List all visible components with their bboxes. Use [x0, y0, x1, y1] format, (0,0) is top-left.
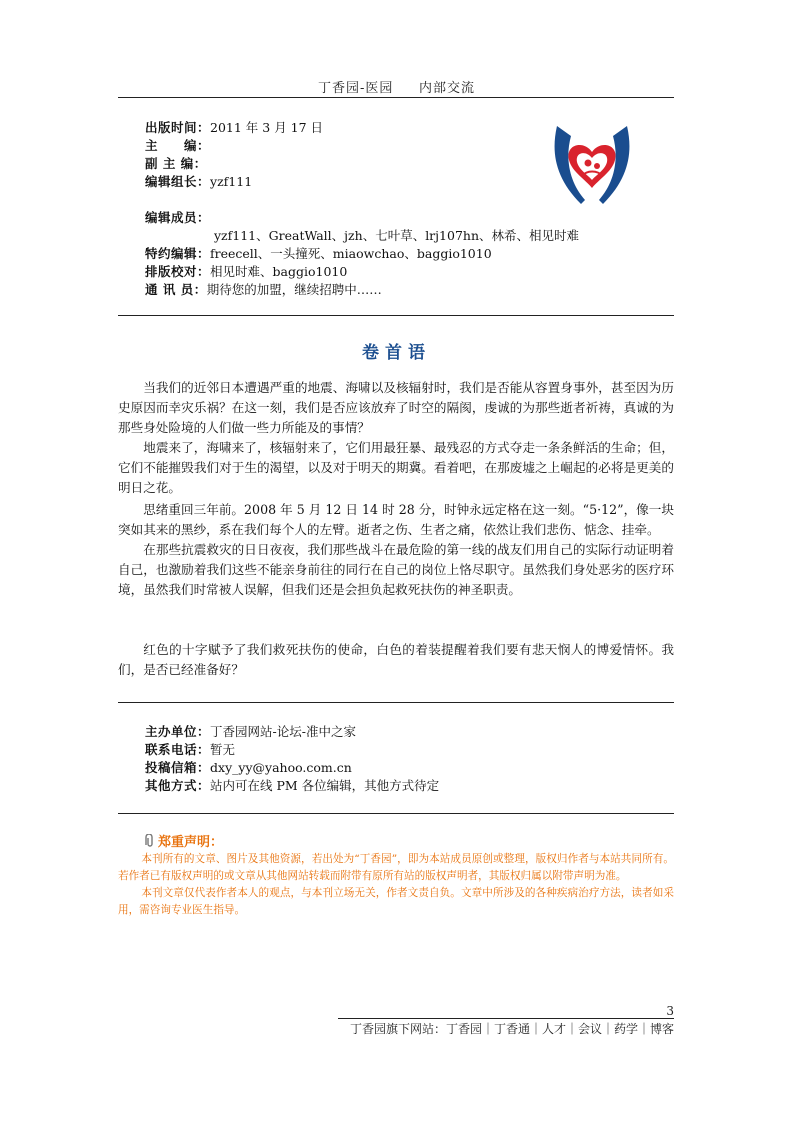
group-lead-value: yzf111: [210, 174, 253, 189]
copyright-heading: [145, 831, 223, 850]
masthead-proof: [145, 263, 347, 281]
masthead-editor: [145, 137, 210, 155]
preface-paragraph-3: 思绪重回三年前。2008 年 5 月 12 日 14 时 28 分，时钟永远定格在这一刻。“5·12”，像一块突如其来的黑纱，系在我们每个人的左臂。逝者之伤、生者之痛，依然让我们悲伤、惦念、挂牵。: [118, 502, 674, 537]
preface-paragraph-4: 在那些抗震救灾的日日夜夜，我们那些战斗在最危险的第一线的战友们用自己的实际行动证明着自己，也激励着我们这些不能亲身前往的同行在自己的岗位上恪尽职守。虽然我们身处恶劣的医疗环境，虽然我们时常被人误解，但我们还是会担负起救死扶伤的神圣职责。: [118, 542, 674, 597]
members-value: yzf111、GreatWall、jzh、七叶草、lrj107hn、林希、相见时难: [214, 228, 579, 243]
email-label: 投稿信箱：: [145, 760, 211, 775]
contact-bottom-divider: [118, 813, 674, 814]
preface-body-2: [118, 500, 674, 600]
page-header-title: 丁香园-医园 内部交流: [317, 81, 476, 96]
host-label: 主办单位：: [145, 724, 211, 739]
preface-paragraph-1: 当我们的近邻日本遭遇严重的地震、海啸以及核辐射时，我们是否能从容置身事外，甚至因为历史原因而幸灾乐祸？在这一刻，我们是否应该放弃了时空的隔阂，虔诚的为那些逝者祈祷，真诚的为那些身处险境的人们做一些力所能及的事情？: [118, 380, 674, 435]
contact-phone: [145, 741, 235, 759]
page-number: 3: [666, 1004, 674, 1018]
masthead-group-lead: [145, 173, 252, 191]
preface-paragraph-5: 红色的十字赋予了我们救死扶伤的使命，白色的着装提醒着我们要有悲天悯人的博爱情怀。我们，是否已经准备好？: [118, 642, 674, 677]
correspondent-label: 通 讯 员：: [145, 282, 207, 297]
proof-value: 相见时难、baggio1010: [210, 264, 348, 279]
contact-top-divider: [118, 702, 674, 703]
copyright-body: [118, 851, 674, 919]
hands-heart-logo: [551, 122, 633, 210]
contact-host: [145, 723, 356, 741]
section-title: 卷首语: [362, 343, 431, 363]
deputy-label: 副 主 编：: [145, 156, 207, 171]
contact-email: [145, 759, 352, 777]
special-value: freecell、一头撞死、miaowchao、baggio1010: [210, 246, 492, 261]
copyright-paragraph-2: 本刊文章仅代表作者本人的观点，与本刊立场无关，作者文责自负。文章中所涉及的各种疾病治疗方法，读者如采用，需咨询专业医生指导。: [118, 887, 674, 916]
copyright-paragraph-1: 本刊所有的文章、图片及其他资源，若出处为“丁香园”，即为本站成员原创或整理，版权归作者与本站共同所有。若作者已有版权声明的或文章从其他网站转载而附带有原所有站的版权声明者，其版权归属以附带声明为准。: [118, 853, 674, 882]
paperclip-icon: [145, 834, 155, 848]
masthead-special: [145, 245, 492, 263]
editor-label: 主 编：: [145, 138, 211, 153]
pub-date-label: 出版时间：: [145, 120, 211, 135]
proof-label: 排版校对：: [145, 264, 211, 279]
phone-label: 联系电话：: [145, 742, 211, 757]
preface-paragraph-2: 地震来了，海啸来了，核辐射来了，它们用最狂暴、最残忍的方式夺走一条条鲜活的生命；但，它们不能摧毁我们对于生的渴望，以及对于明天的期冀。看着吧，在那废墟之上崛起的必将是更美的明日之花。: [118, 440, 674, 495]
masthead-members-label-row: [145, 209, 210, 227]
contact-other: [145, 777, 439, 795]
other-value: 站内可在线 PM 各位编辑，其他方式待定: [210, 778, 440, 793]
masthead-divider: [118, 315, 674, 316]
pub-date-value: 2011 年 3 月 17 日: [210, 120, 324, 135]
members-label: 编辑成员：: [145, 210, 211, 225]
masthead-pub-date: [145, 119, 323, 137]
footer-sites: 丁香园旗下网站：丁香园｜丁香通｜人才｜会议｜药学｜博客: [349, 1022, 674, 1036]
other-label: 其他方式：: [145, 778, 211, 793]
masthead-correspondent: [145, 281, 382, 299]
preface-body-3: [118, 640, 674, 680]
host-value: 丁香园网站-论坛-准中之家: [210, 724, 356, 739]
footer-rule: [338, 1018, 674, 1019]
special-label: 特约编辑：: [145, 246, 211, 261]
masthead-deputy: [145, 155, 207, 173]
group-lead-label: 编辑组长：: [145, 174, 211, 189]
email-value: dxy_yy@yahoo.com.cn: [210, 760, 352, 775]
phone-value: 暂无: [210, 742, 236, 757]
header-rule: [118, 97, 674, 98]
copyright-heading-text: 郑重声明：: [158, 835, 224, 850]
preface-body: [118, 378, 674, 498]
correspondent-value: 期待您的加盟，继续招聘中……: [206, 282, 382, 297]
